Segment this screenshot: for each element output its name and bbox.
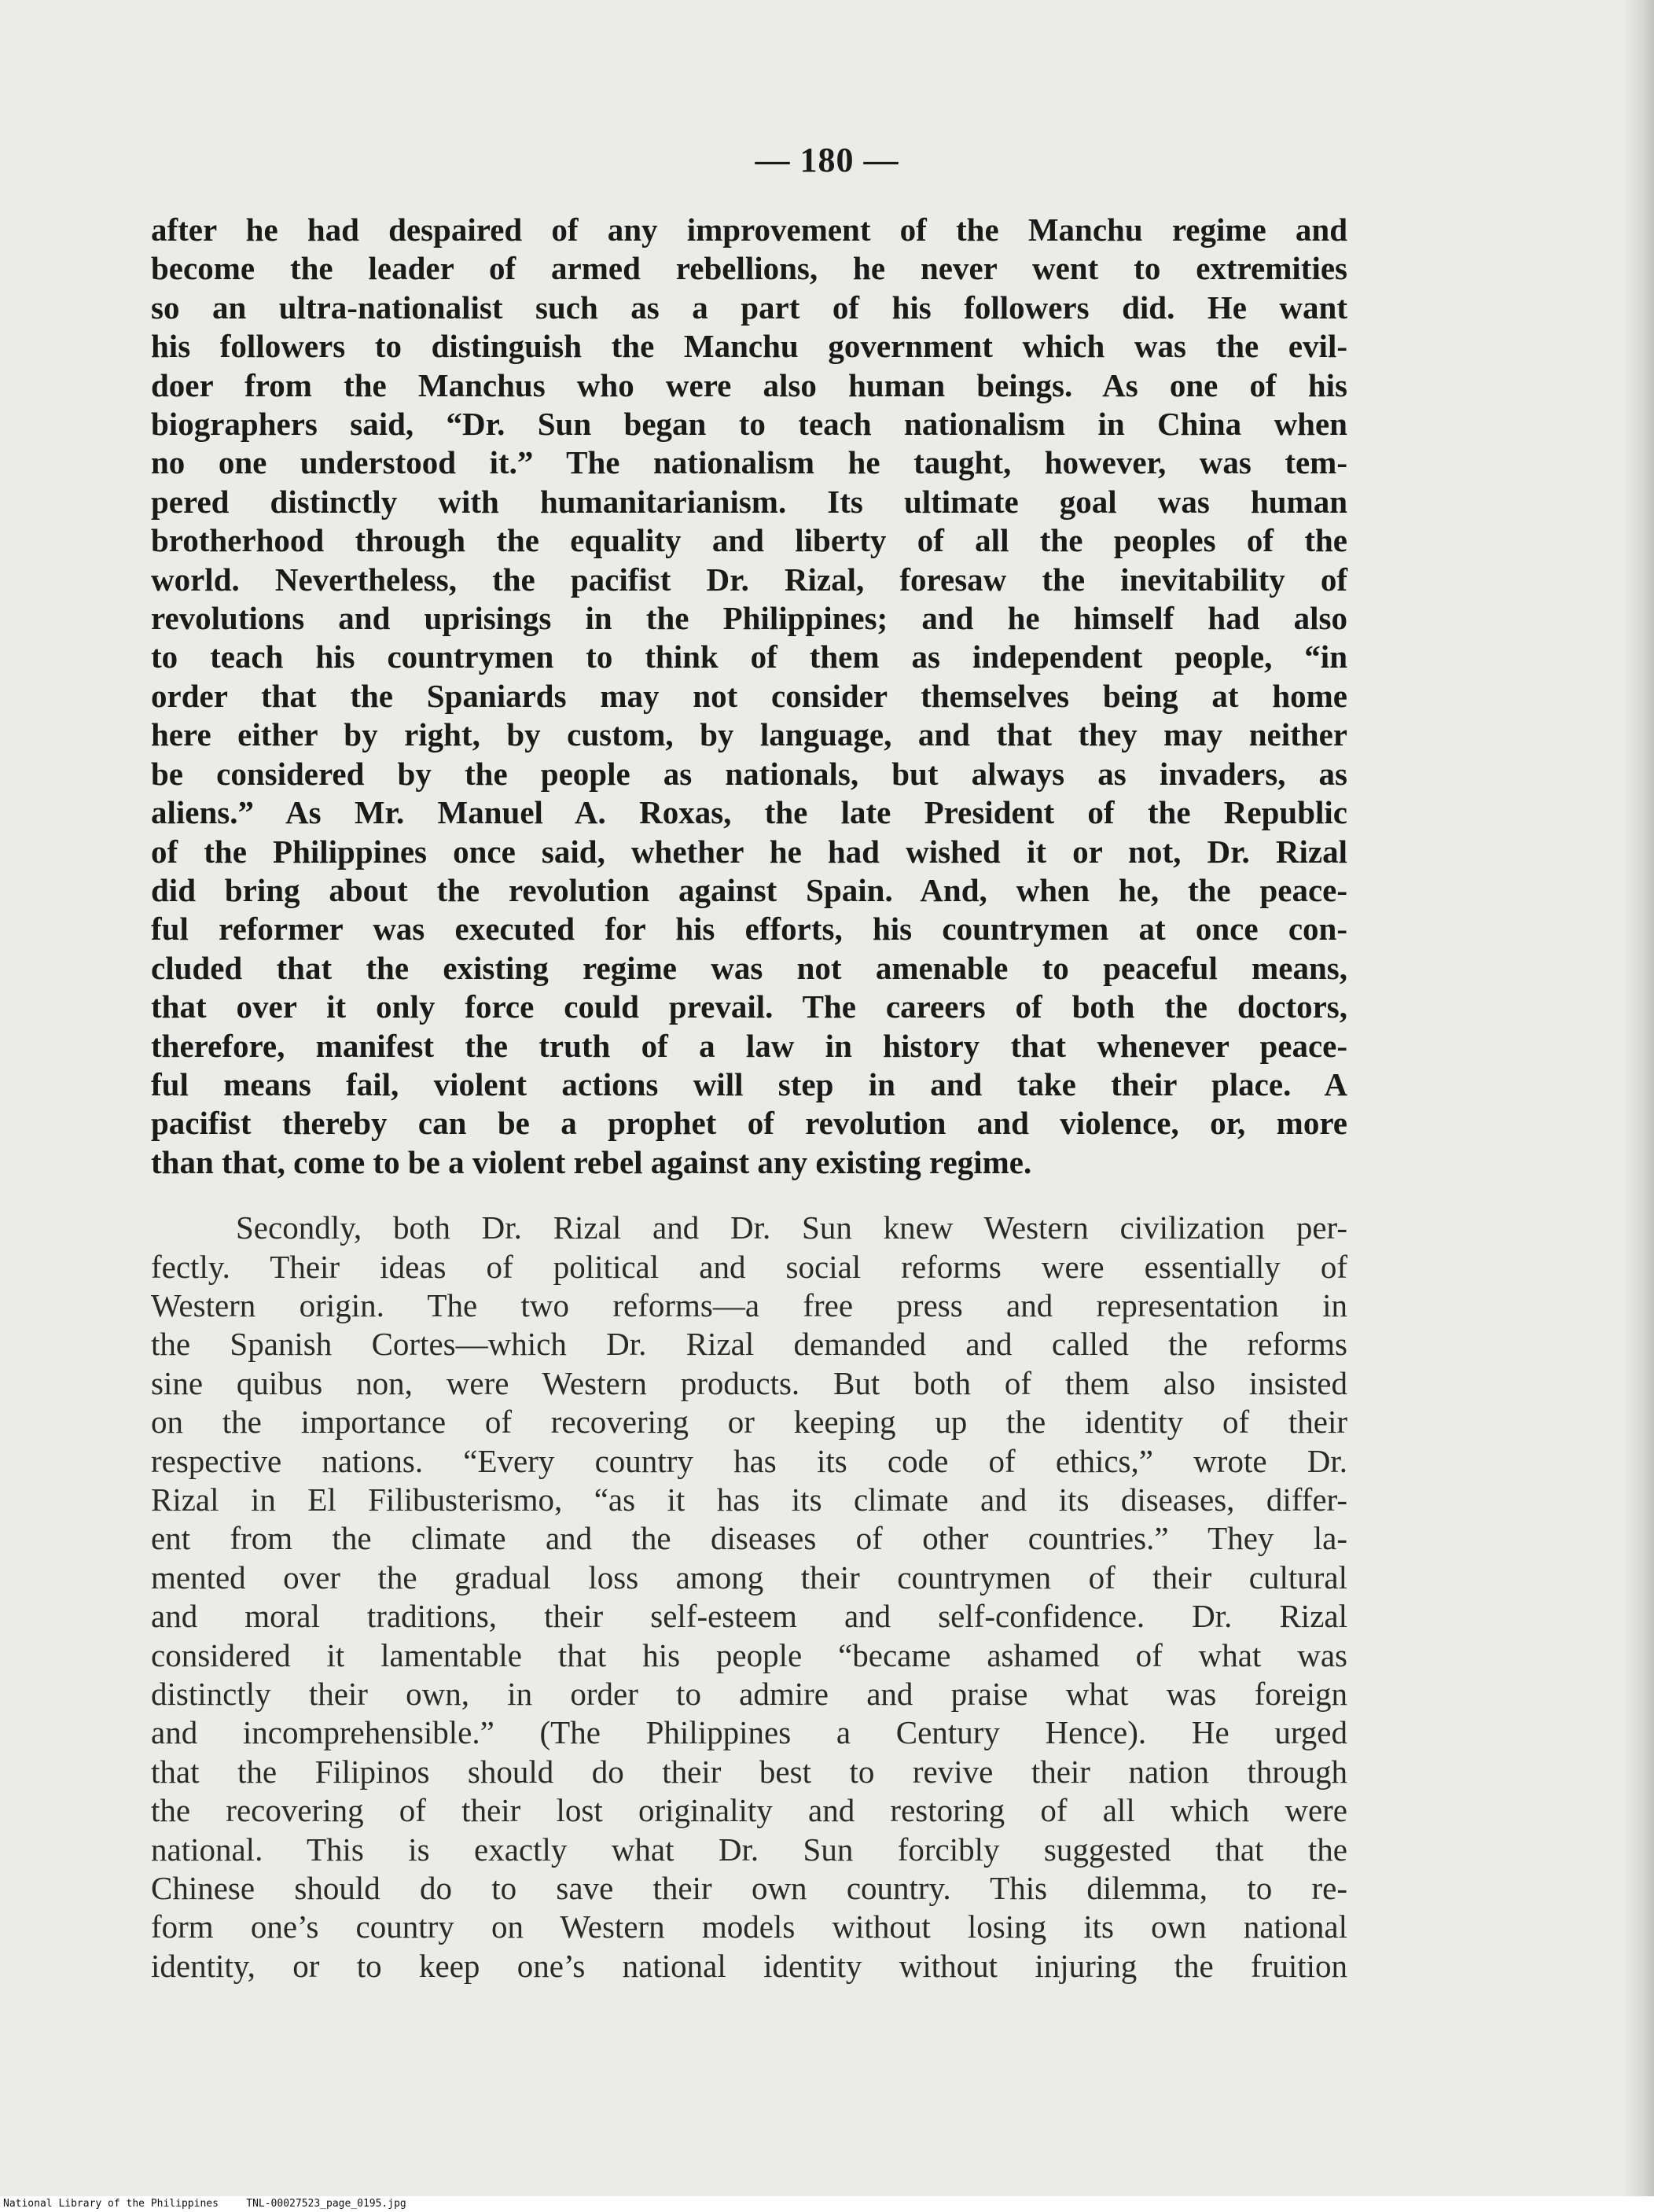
text-line: aliens.” As Mr. Manuel A. Roxas, the late President of the Republic [151,794,1347,831]
text-line: after he had despaired of any improvement of the Manchu regime and [151,212,1347,248]
text-line: pered distinctly with humanitarianism. Its ultimate goal was human [151,483,1347,520]
text-line: Rizal in El Filibusterismo, “as it has its climate and its diseases, differ- [151,1481,1347,1518]
text-line: Western origin. The two reforms—a free press and representation in [151,1286,1347,1323]
text-line: doer from the Manchus who were also human beings. As one of his [151,366,1347,403]
text-line: sine quibus non, were Western products. But both of them also insisted [151,1364,1347,1401]
text-line: that over it only force could prevail. The careers of both the doctors, [151,988,1347,1025]
text-line: pacifist thereby can be a prophet of revolution and violence, or, more [151,1105,1347,1142]
text-line: ful means fail, violent actions will step in and take their place. A [151,1066,1347,1102]
text-line: that the Filipinos should do their best to revive their nation through [151,1753,1347,1790]
text-line: brotherhood through the equality and liberty of all the peoples of the [151,522,1347,559]
text-line: did bring about the revolution against Spain. And, when he, the peace- [151,871,1347,908]
page-body [151,211,1347,1986]
text-line: be considered by the people as nationals, but always as invaders, as [151,755,1347,792]
text-line: order that the Spaniards may not consider themselves being at home [151,677,1347,714]
text-line: national. This is exactly what Dr. Sun forcibly suggested that the [151,1831,1347,1868]
text-line: fectly. Their ideas of political and social reforms were essentially of [151,1248,1347,1285]
text-line: Secondly, both Dr. Rizal and Dr. Sun knew Western civilization per- [236,1209,1347,1246]
text-line: and incomprehensible.” (The Philippines a Century Hence). He urged [151,1714,1347,1751]
page-number: — 180 — [755,141,899,179]
text-line: identity, or to keep one’s national identity without injuring the fruition [151,1947,1347,1984]
text-line: therefore, manifest the truth of a law in history that whenever peace- [151,1027,1347,1064]
text-line: than that, come to be a violent rebel against any existing regime. [151,1143,1032,1180]
text-line: ent from the climate and the diseases of other countries.” They la- [151,1520,1347,1557]
text-line: of the Philippines once said, whether he had wished it or not, Dr. Rizal [151,833,1347,870]
text-line: ful reformer was executed for his efforts, his countrymen at once con- [151,911,1347,948]
paragraph-1 [151,211,1347,1182]
text-line: biographers said, “Dr. Sun began to teach nationalism in China when [151,406,1347,443]
text-line: the Spanish Cortes—which Dr. Rizal demanded and called the reforms [151,1326,1347,1363]
page-edge-shadow [1623,0,1654,2198]
text-line: to teach his countrymen to think of them as independent people, “in [151,639,1347,675]
paragraph-2 [151,1209,1347,1986]
text-line: his followers to distinguish the Manchu government which was the evil- [151,328,1347,365]
text-line: on the importance of recovering or keeping up the identity of their [151,1404,1347,1441]
footer-library: National Library of the Philippines [3,2198,219,2210]
text-line: revolutions and uprisings in the Philippines; and he himself had also [151,600,1347,637]
text-line: and moral traditions, their self-esteem and self-confidence. Dr. Rizal [151,1598,1347,1635]
text-line: respective nations. “Every country has its code of ethics,” wrote Dr. [151,1442,1347,1479]
text-line: Chinese should do to save their own country. This dilemma, to re- [151,1870,1347,1907]
text-line: form one’s country on Western models without losing its own national [151,1908,1347,1945]
text-line: cluded that the existing regime was not amenable to peaceful means, [151,949,1347,986]
text-line: the recovering of their lost originality and restoring of all which were [151,1792,1347,1829]
text-line: mented over the gradual loss among their countrymen of their cultural [151,1559,1347,1596]
scan-footer [0,2196,1654,2212]
text-line: so an ultra-nationalist such as a part of his followers did. He want [151,289,1347,326]
text-line: world. Nevertheless, the pacifist Dr. Rizal, foresaw the inevitability of [151,561,1347,598]
footer-file-id: TNL-00027523_page_0195.jpg [246,2198,406,2210]
text-line: become the leader of armed rebellions, he never went to extremities [151,250,1347,287]
text-line: considered it lamentable that his people “became ashamed of what was [151,1636,1347,1673]
text-line: here either by right, by custom, by language, and that they may neither [151,716,1347,753]
text-line: distinctly their own, in order to admire and praise what was foreign [151,1676,1347,1713]
text-line: no one understood it.” The nationalism he taught, however, was tem- [151,444,1347,481]
